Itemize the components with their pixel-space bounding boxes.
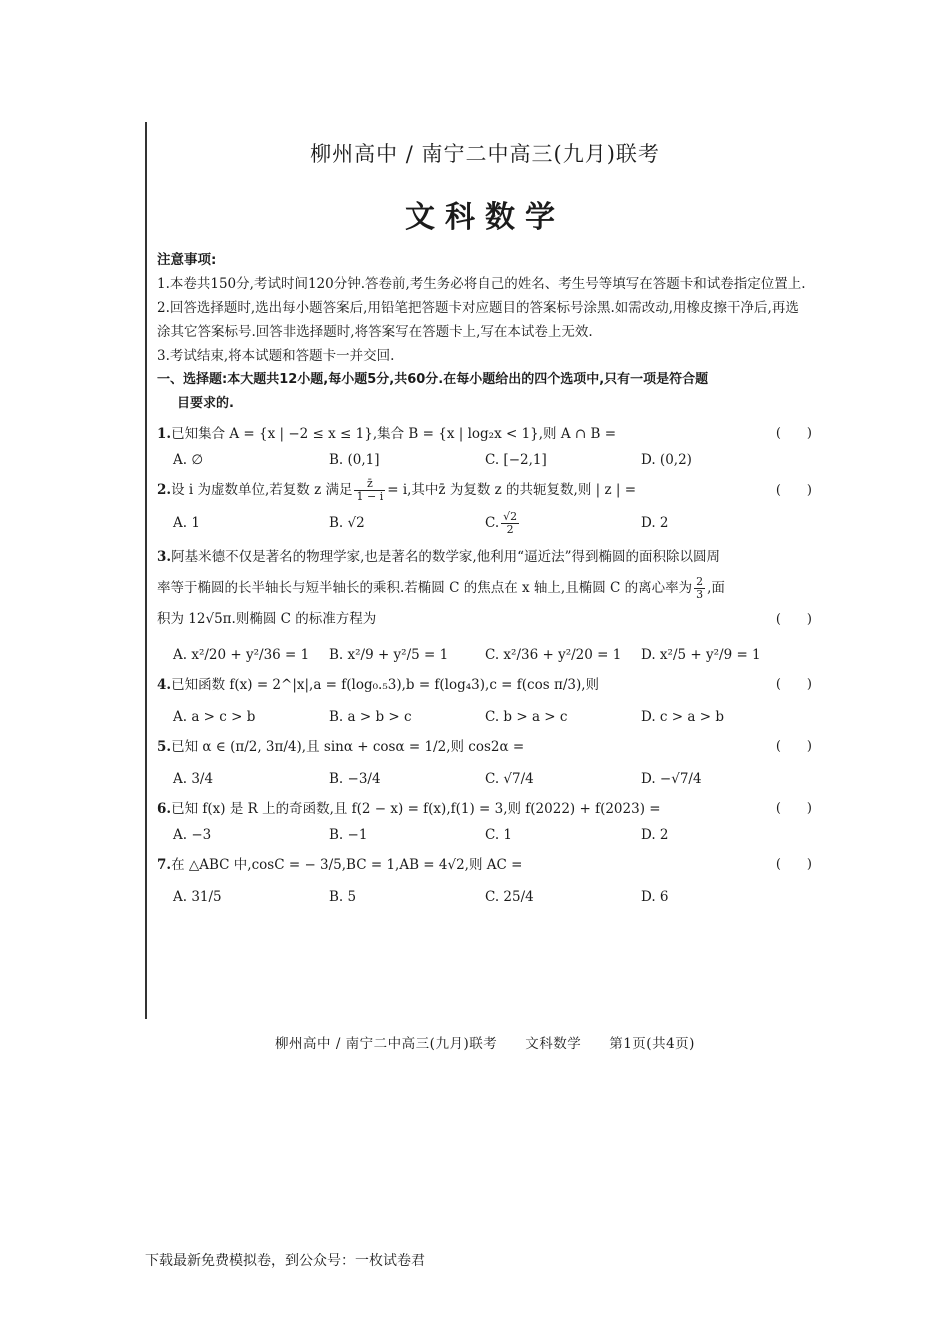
question-5	[157, 735, 812, 791]
option-b: B. 5	[329, 889, 357, 905]
option-d: D. (0,2)	[641, 452, 692, 468]
option-a: A. 31/5	[173, 889, 222, 905]
question-stem: 已知 α ∈ (π/2, 3π/4),且 sinα + cosα = 1/2,则 cos2α =	[171, 739, 525, 755]
option-a: A. ∅	[173, 452, 204, 468]
fraction-denominator: 1 − i	[356, 490, 384, 503]
option-c: C. 25/4	[485, 889, 534, 905]
option-d: D. x²/5 + y²/9 = 1	[641, 647, 761, 663]
option-d: D. 2	[641, 515, 669, 531]
option-d: D. 2	[641, 827, 669, 843]
question-stem: ,面	[707, 580, 725, 596]
exam-title: 柳州高中 / 南宁二中高三(九月)联考	[310, 142, 660, 166]
option-c: C. √7/4	[485, 771, 534, 787]
notice-item: 3.考试结束,将本试题和答题卡一并交回.	[157, 348, 395, 364]
question-stem: 率等于椭圆的长半轴长与短半轴长的乘积.若椭圆 C 的焦点在 x 轴上,且椭圆 C 的离心率为	[157, 580, 693, 596]
question-stem: = i,其中z̄ 为复数 z 的共轭复数,则 | z | =	[387, 482, 637, 498]
option-a: A. −3	[173, 827, 212, 843]
section-title-line: 一、选择题:本大题共12小题,每小题5分,共60分.在每小题给出的四个选项中,只有一项是符合题	[157, 372, 709, 387]
question-stem: 已知 f(x) 是 R 上的奇函数,且 f(2 − x) = f(x),f(1) = 3,则 f(2022) + f(2023) =	[171, 801, 661, 817]
question-3	[157, 542, 812, 667]
question-stem: 在 △ABC 中,cosC = − 3/5,BC = 1,AB = 4√2,则 AC =	[171, 857, 523, 873]
question-7	[157, 853, 812, 909]
question-4	[157, 673, 812, 729]
section-title	[157, 368, 812, 416]
option-c	[469, 511, 625, 536]
option-c: C. x²/36 + y²/20 = 1	[485, 647, 622, 663]
notice-heading: 注意事项:	[157, 252, 217, 268]
question-number: 4.	[157, 677, 172, 693]
answer-bracket: ( )	[775, 801, 812, 816]
answer-bracket: ( )	[775, 612, 812, 627]
fraction	[694, 576, 705, 601]
section-title-line: 目要求的.	[177, 396, 234, 411]
option-a: A. 3/4	[173, 771, 214, 787]
question-number: 2.	[157, 482, 172, 498]
fraction-numerator: 2	[696, 575, 704, 588]
option-a: A. a > c > b	[173, 709, 256, 725]
subject-title: 文科数学	[405, 200, 565, 235]
option-d: D. −√7/4	[641, 771, 702, 787]
fraction-denominator: 3	[696, 588, 704, 601]
page-footer: 柳州高中 / 南宁二中高三(九月)联考 文科数学 第1页(共4页)	[275, 1036, 695, 1052]
question-stem: 阿基米德不仅是著名的物理学家,也是著名的数学家,他利用“逼近法”得到椭圆的面积除以圆周	[171, 549, 720, 565]
option-d: D. c > a > b	[641, 709, 724, 725]
download-note: 下载最新免费模拟卷，到公众号：一枚试卷君	[145, 1253, 425, 1269]
option-a: A. x²/20 + y²/36 = 1	[173, 647, 310, 663]
fraction	[354, 478, 385, 503]
answer-bracket: ( )	[775, 857, 812, 872]
page-border-line	[145, 122, 147, 1019]
fraction-denominator: 2	[506, 523, 514, 536]
option-c: C. b > a > c	[485, 709, 568, 725]
option-b: B. x²/9 + y²/5 = 1	[329, 647, 449, 663]
answer-bracket: ( )	[775, 482, 812, 498]
question-stem: 已知集合 A = {x | −2 ≤ x ≤ 1},集合 B = {x | log₂x < 1},则 A ∩ B =	[171, 426, 617, 442]
option-label: C.	[485, 515, 500, 531]
option-b: B. a > b > c	[329, 709, 412, 725]
notice-item: 1.本卷共150分,考试时间120分钟.答卷前,考生务必将自己的姓名、考生号等填写在答题卡和试卷指定位置上.	[157, 276, 806, 292]
question-number: 3.	[157, 549, 172, 565]
question-stem: 已知函数 f(x) = 2^|x|,a = f(log₀.₅3),b = f(log₄3),c = f(cos π/3),则	[171, 677, 600, 693]
question-2	[157, 478, 812, 536]
question-stem: 积为 12√5π.则椭圆 C 的标准方程为	[157, 611, 377, 627]
fraction	[501, 511, 519, 536]
question-1	[157, 422, 812, 472]
answer-bracket: ( )	[775, 426, 812, 441]
question-number: 1.	[157, 426, 172, 442]
option-c: C. [−2,1]	[485, 452, 547, 468]
question-6	[157, 797, 812, 847]
option-c: C. 1	[485, 827, 513, 843]
answer-bracket: ( )	[775, 677, 812, 692]
option-b: B. −1	[329, 827, 368, 843]
fraction-numerator: √2	[503, 510, 518, 523]
answer-bracket: ( )	[775, 739, 812, 754]
option-b: B. −3/4	[329, 771, 381, 787]
question-number: 6.	[157, 801, 172, 817]
fraction-numerator: z̄	[354, 478, 385, 491]
exam-content	[157, 248, 812, 909]
option-a: A. 1	[173, 515, 200, 531]
option-b: B. √2	[329, 515, 365, 531]
question-stem: 设 i 为虚数单位,若复数 z 满足	[171, 482, 353, 498]
notice-item: 2.回答选择题时,选出每小题答案后,用铅笔把答题卡对应题目的答案标号涂黑.如需改动,用橡皮擦干净后,再选涂其它答案标号.回答非选择题时,将答案写在答题卡上,写在本试卷上无效.	[157, 300, 799, 340]
option-d: D. 6	[641, 889, 669, 905]
question-number: 5.	[157, 739, 172, 755]
question-number: 7.	[157, 857, 172, 873]
option-b: B. (0,1]	[329, 452, 380, 468]
